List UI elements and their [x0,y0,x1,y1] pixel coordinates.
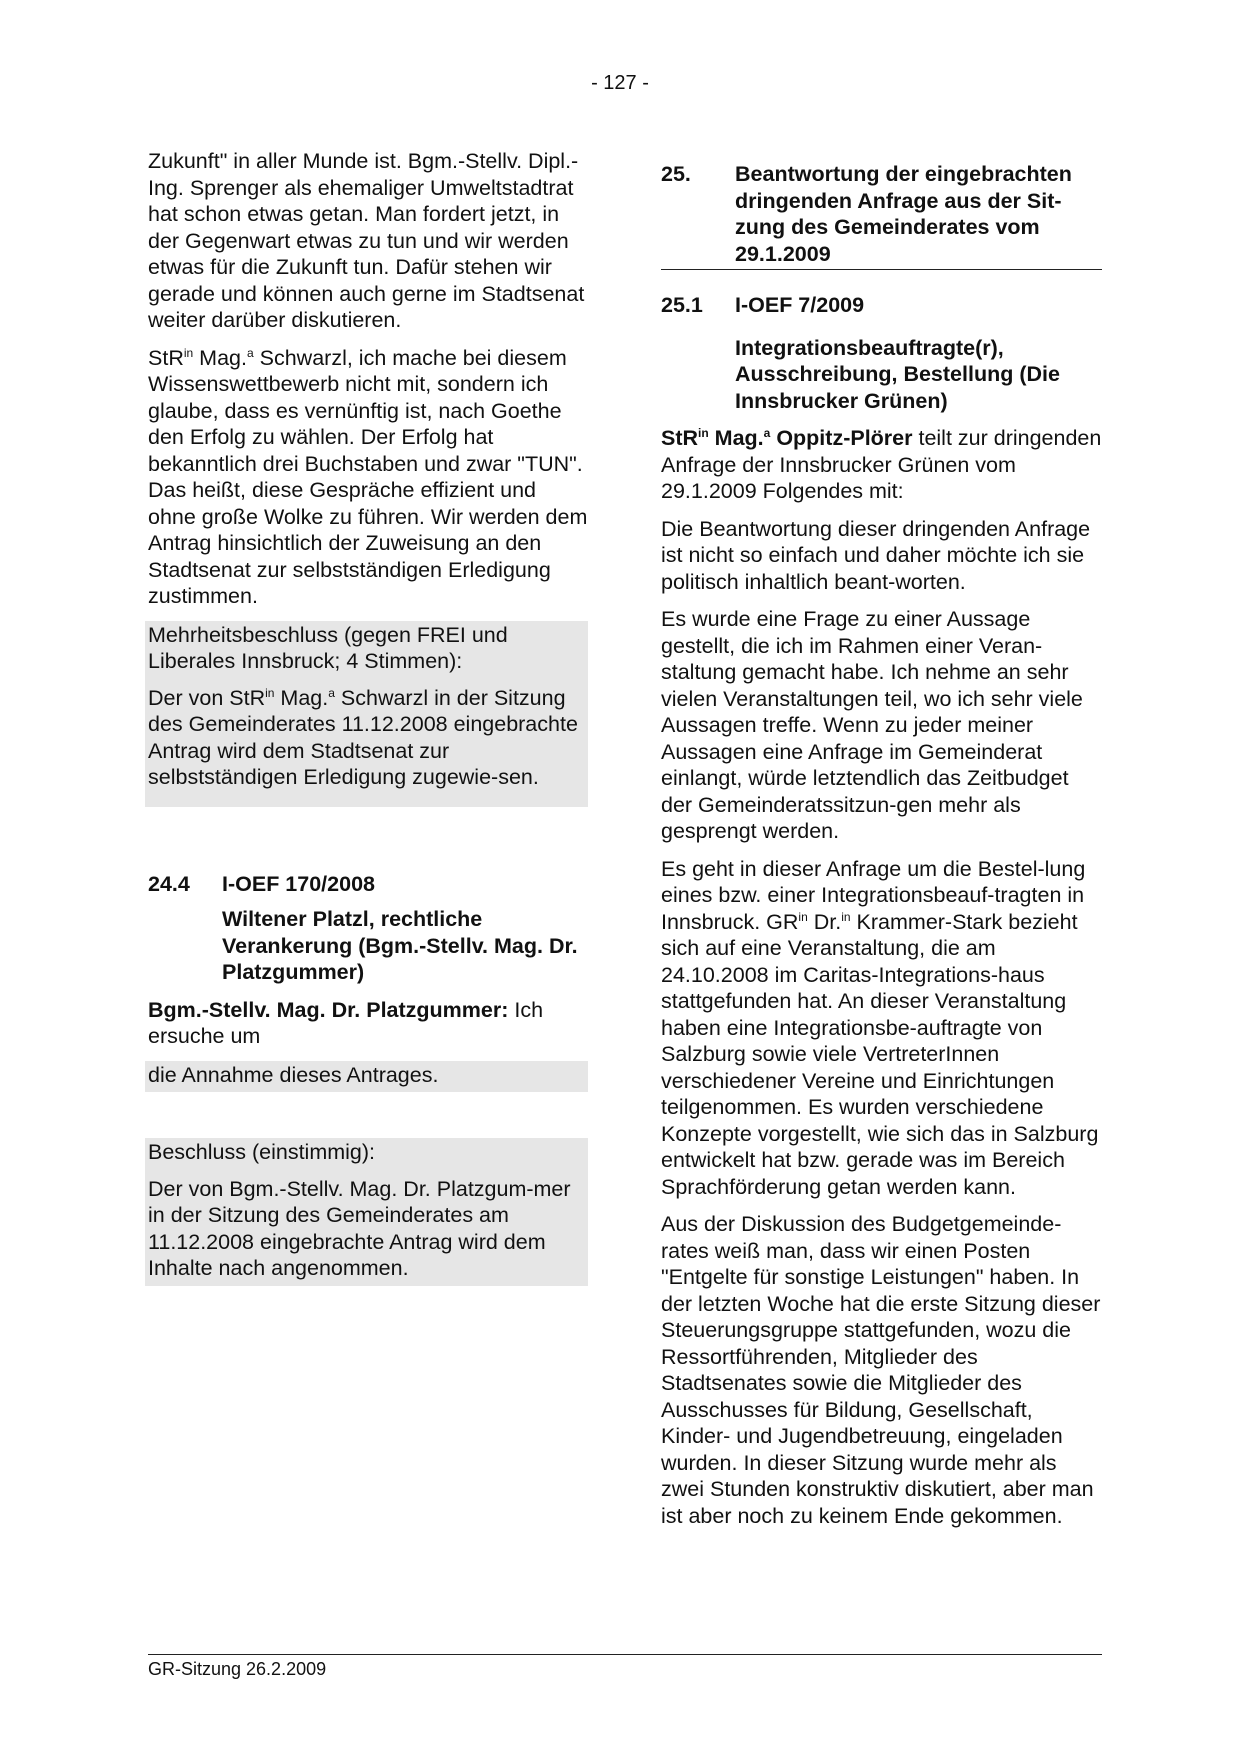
resolution-box [145,1138,588,1286]
paragraph: Zukunft" in aller Munde ist. Bgm.-Stellv. Dipl.-Ing. Sprenger als ehemaliger Umweltstadtrat hat schon etwas getan. Man fordert jetzt, in der Gegenwart etwas zu tun und wir werden etwas für die Zukunft tun. Dafür stehen wir gerade und können auch gerne im Stadtsenat weiter darüber diskutieren. [148,149,585,332]
section-heading [661,161,1102,267]
speaker-paragraph: StR$^{in}$ Mag.$^a$ Oppitz-Plörer teilt zur dringenden Anfrage der Innsbrucker Grünen vom 29.1.2009 Folgendes mit: [661,425,1102,503]
section-number: 25. [661,162,691,186]
subsection-subtitle: Integrationsbeauftragte(r), Ausschreibung, Bestellung (Die Innsbrucker Grünen) [735,335,1060,413]
speaker-name: Bgm.-Stellv. Mag. Dr. Platzgummer: [148,997,509,1022]
paragraph: Es wurde eine Frage zu einer Aussage gestellt, die ich im Rahmen einer Veran-staltung gemacht habe. Ich nehme an sehr vielen Veranstaltungen teil, wo ich sehr viele Aussagen treffe. Wenn zu jeder meiner Aussagen eine Anfrage im Gemeinderat einlangt, würde letztendlich das Zeitbudget der Gemeinderatssitzun-gen mehr als gesprengt werden. [661,607,1083,843]
resolution-box [145,621,588,807]
subsection-heading [661,292,1102,319]
paragraph: Aus der Diskussion des Budgetgemeinde-rates weiß man, dass wir einen Posten "Entgelte für sonstige Leistungen" haben. In der letzten Woche hat die erste Sitzung dieser Steuerungsgruppe stattgefunden, wozu die Ressortführenden, Mitglieder des Stadtsenates sowie die Mitglieder des Ausschusses für Bildung, Gesellschaft, Kinder- und Jugendbetreuung, eingeladen wurden. In dieser Sitzung wurde mehr als zwei Stunden konstruktiv diskutiert, aber man ist aber noch zu keinem Ende gekommen. [661,1212,1101,1528]
paragraph: StR$^{in}$ Mag.$^a$ Schwarzl, ich mache bei diesem Wissenswettbewerb nicht mit, sondern ich glaube, dass es vernünftig ist, nach Goethe den Erfolg zu wählen. Der Erfolg hat bekanntlich drei Buchstaben und zwar "TUN". Das heißt, diese Gespräche effizient und ohne große Wolke zu führen. Wir werden dem Antrag hinsichtlich der Zuweisung an den Stadtsenat zur selbstständigen Erledigung zustimmen. [148,345,588,608]
section-title: Beantwortung der eingebrachten dringenden Anfrage aus der Sit-zung des Gemeinderates vom 29.1.2009 [735,162,1072,266]
request-box [145,1061,588,1093]
speaker-name: StR$^{in}$ Mag.$^a$ Oppitz-Plörer [661,425,913,450]
subsection-title: I-OEF 7/2009 [735,293,865,317]
section-title: I-OEF 170/2008 [222,871,375,896]
resolution-text: Der von StR$^{in}$ Mag.$^a$ Schwarzl in der Sitzung des Gemeinderates 11.12.2008 eingebrachte Antrag wird dem Stadtsenat zur selbstständigen Erledigung zugewie-sen. [148,685,578,789]
section-25-heading-block [661,161,1102,270]
page-number: - 127 - [591,72,649,94]
resolution-type: Mehrheitsbeschluss (gegen FREI und Liberales Innsbruck; 4 Stimmen): [148,622,508,673]
speaker-paragraph: Bgm.-Stellv. Mag. Dr. Platzgummer: Ich ersuche um [148,997,544,1048]
left-column [148,148,588,1286]
section-heading [148,871,588,898]
paragraph: Es geht in dieser Anfrage um die Bestel-lung eines bzw. einer Integrationsbeauf-tragten in Innsbruck. $GR^{in}$ Dr.$^{in}$ Krammer-Stark bezieht sich auf eine Veranstaltung, die am 24.10.2008 im Caritas-Integrations-haus stattgefunden hat. An dieser Veranstaltung haben eine Integrationsbe-auftragte von Salzburg sowie viele VertreterInnen verschiedener Vereine und Einrichtungen teilgenommen. Es wurden verschiedene Konzepte vorgestellt, wie sich das in Salzburg entwickelt hat bzw. gerade was im Bereich Sprachförderung getan werden kann. [661,856,1099,1199]
subsection-number: 25.1 [661,293,703,317]
section-number: 24.4 [148,871,190,896]
resolution-text: Der von Bgm.-Stellv. Mag. Dr. Platzgum-mer in der Sitzung des Gemeinderates am 11.12.2008 eingebrachte Antrag wird dem Inhalte nach angenommen. [148,1176,571,1280]
section-subtitle: Wiltener Platzl, rechtliche Verankerung (Bgm.-Stellv. Mag. Dr. Platzgummer) [222,907,578,984]
page-footer: GR-Sitzung 26.2.2009 [148,1654,1102,1680]
request-text: die Annahme dieses Antrages. [148,1062,439,1087]
right-column [661,161,1102,1540]
paragraph: Die Beantwortung dieser dringenden Anfrage ist nicht so einfach und daher möchte ich sie politisch inhaltlich beant-worten. [661,516,1091,594]
resolution-type: Beschluss (einstimmig): [148,1140,375,1164]
